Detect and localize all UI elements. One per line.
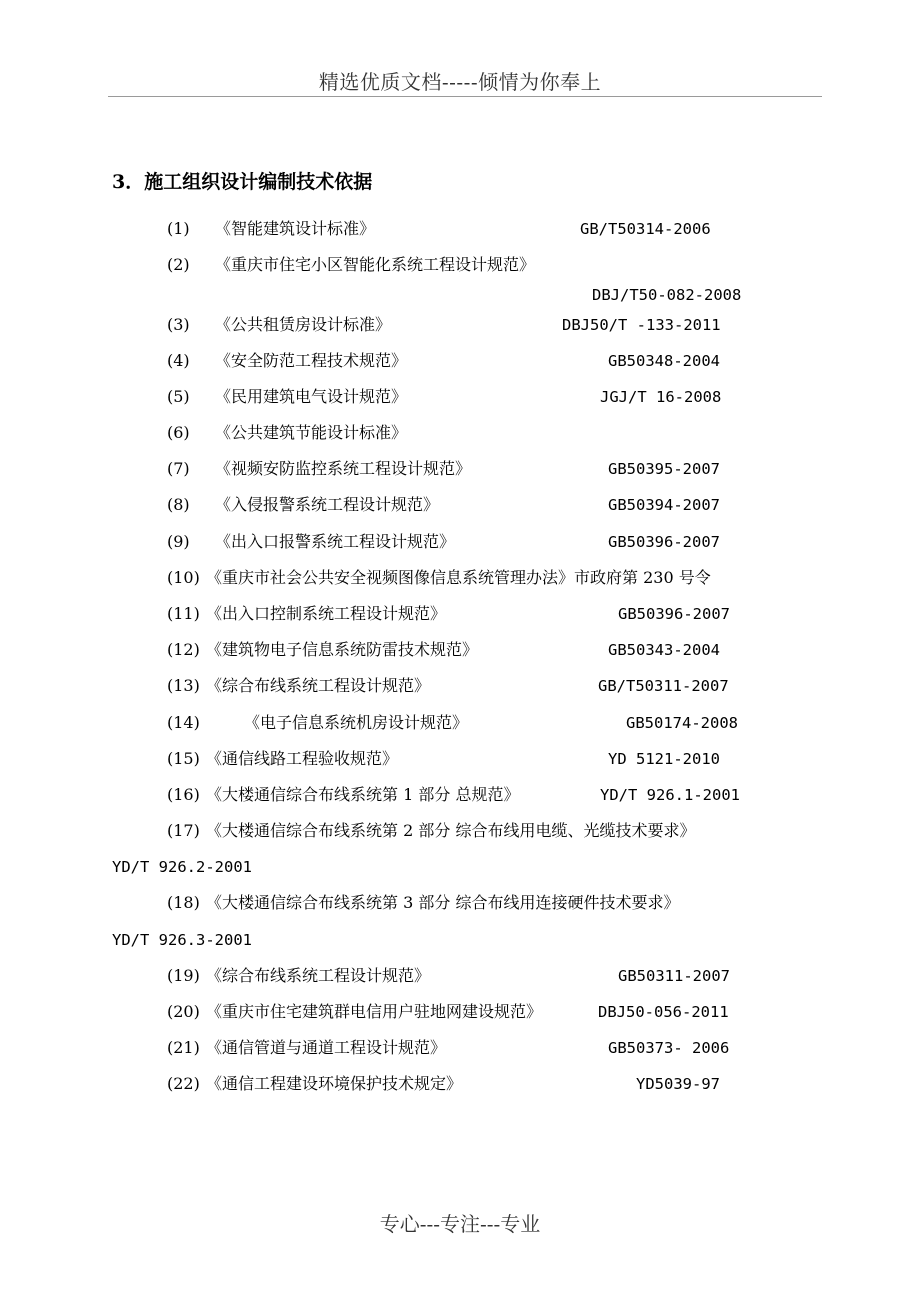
item-title: 《大楼通信综合布线系统第 3 部分 综合布线用连接硬件技术要求》 — [206, 893, 680, 912]
item-number: (16) — [167, 785, 200, 804]
item-code: GB50373- 2006 — [608, 1039, 730, 1057]
item-title: 《建筑物电子信息系统防雷技术规范》 — [206, 640, 479, 659]
item-title: 《民用建筑电气设计规范》 — [215, 387, 408, 406]
section-title: 3．施工组织设计编制技术依据 — [112, 171, 373, 193]
item-title: 《综合布线系统工程设计规范》 — [206, 966, 431, 985]
item-code: DBJ50/T -133-2011 — [562, 316, 721, 334]
item-code: DBJ50-056-2011 — [598, 1003, 729, 1021]
item-code: GB50395-2007 — [608, 460, 720, 478]
item-code: GB50343-2004 — [608, 641, 720, 659]
item-title: 《视频安防监控系统工程设计规范》 — [215, 459, 472, 478]
page-header: 精选优质文档-----倾情为你奉上 — [318, 70, 602, 94]
item-title: 《通信工程建设环境保护技术规定》 — [206, 1074, 463, 1093]
item-number: (1) — [167, 219, 190, 238]
item-code: GB50174-2008 — [626, 714, 738, 732]
item-number: (5) — [167, 387, 190, 406]
item-title: 《大楼通信综合布线系统第 2 部分 综合布线用电缆、光缆技术要求》 — [206, 821, 696, 840]
item-code: YD5039-97 — [636, 1075, 720, 1093]
item-code: DBJ/T50-082-2008 — [592, 286, 742, 304]
item-code: GB/T50311-2007 — [598, 677, 729, 695]
item-number: (8) — [167, 495, 190, 514]
item-number: (22) — [167, 1074, 200, 1093]
item-code: GB/T50314-2006 — [580, 220, 711, 238]
item-number: (9) — [167, 532, 190, 551]
item-number: (3) — [167, 315, 190, 334]
item-code: YD/T 926.2-2001 — [112, 858, 252, 876]
item-title: 《出入口控制系统工程设计规范》 — [206, 604, 447, 623]
item-code: GB50311-2007 — [618, 967, 730, 985]
page-footer: 专心---专注---专业 — [379, 1212, 541, 1236]
item-code: GB50394-2007 — [608, 496, 720, 514]
item-title: 《入侵报警系统工程设计规范》 — [215, 495, 440, 514]
item-title: 《安全防范工程技术规范》 — [215, 351, 408, 370]
item-code: YD/T 926.1-2001 — [600, 786, 740, 804]
item-number: (17) — [167, 821, 200, 840]
item-title: 《智能建筑设计标准》 — [215, 219, 376, 238]
item-title: 《大楼通信综合布线系统第 1 部分 总规范》 — [206, 785, 520, 804]
item-title: 《通信线路工程验收规范》 — [206, 749, 399, 768]
item-number: (2) — [167, 255, 190, 274]
item-number: (6) — [167, 423, 190, 442]
item-title: 《电子信息系统机房设计规范》 — [244, 713, 469, 732]
item-code: GB50348-2004 — [608, 352, 720, 370]
item-number: (20) — [167, 1002, 200, 1021]
item-title: 《重庆市住宅建筑群电信用户驻地网建设规范》 — [206, 1002, 543, 1021]
item-title: 《重庆市住宅小区智能化系统工程设计规范》 — [215, 255, 536, 274]
item-title: 《公共建筑节能设计标准》 — [215, 423, 408, 442]
item-number: (19) — [167, 966, 200, 985]
item-number: (21) — [167, 1038, 200, 1057]
item-title: 《通信管道与通道工程设计规范》 — [206, 1038, 447, 1057]
item-code: YD/T 926.3-2001 — [112, 931, 252, 949]
item-title: 《综合布线系统工程设计规范》 — [206, 676, 431, 695]
item-code: GB50396-2007 — [618, 605, 730, 623]
item-number: (11) — [167, 604, 200, 623]
item-number: (12) — [167, 640, 200, 659]
item-number: (4) — [167, 351, 190, 370]
item-number: (13) — [167, 676, 200, 695]
header-divider — [108, 96, 822, 97]
item-title: 《出入口报警系统工程设计规范》 — [215, 532, 456, 551]
item-number: (14) — [167, 713, 200, 732]
item-number: (7) — [167, 459, 190, 478]
item-code: GB50396-2007 — [608, 533, 720, 551]
item-code: YD 5121-2010 — [608, 750, 720, 768]
item-number: (18) — [167, 893, 200, 912]
item-number: (15) — [167, 749, 200, 768]
item-title: 《重庆市社会公共安全视频图像信息系统管理办法》市政府第 230 号令 — [206, 568, 711, 587]
item-title: 《公共租赁房设计标准》 — [215, 315, 392, 334]
item-number: (10) — [167, 568, 200, 587]
item-code: JGJ/T 16-2008 — [600, 388, 722, 406]
